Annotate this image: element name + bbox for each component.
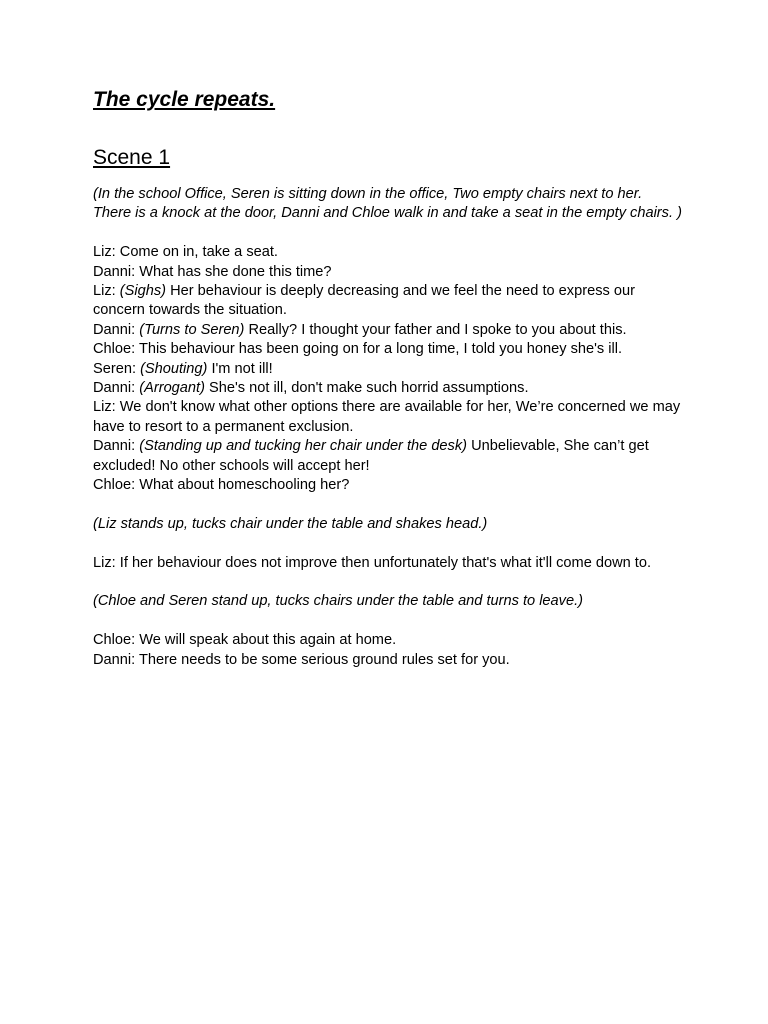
dialogue-line [93, 263, 683, 282]
dialogue-text: We will speak about this again at home. [139, 632, 397, 649]
speaker-name: Liz: [93, 399, 116, 416]
dialogue-text: Her behaviour is deeply decreasing and we feel the need to express our concern towards the situation. [93, 283, 635, 319]
dialogue-line [93, 282, 683, 321]
speaker-name: Seren: [93, 360, 136, 377]
opening-stage-direction: (In the school Office, Seren is sitting down in the office, Two empty chairs next to her. There is a knock at the door, Danni and Chloe walk in and take a seat in the empty chairs. ) [93, 186, 682, 222]
speaker-name: Liz: [93, 283, 116, 300]
dialogue-line [93, 379, 683, 398]
dialogue-line [93, 554, 683, 573]
document-body [93, 86, 683, 670]
stage-direction-2: (Liz stands up, tucks chair under the table and shakes head.) [93, 515, 488, 532]
dialogue-text: What has she done this time? [139, 263, 332, 280]
speaker-name: Chloe: [93, 341, 136, 358]
dialogue-block-3 [93, 631, 683, 670]
dialogue-text: This behaviour has been going on for a long time, I told you honey she's ill. [138, 341, 623, 358]
speaker-name: Chloe: [93, 632, 136, 649]
dialogue-text: We don't know what other options there are available for her, We’re concerned we may have to resort to a permanent exclusion. [93, 399, 681, 435]
dialogue-line [93, 398, 683, 437]
dialogue-block-1 [93, 243, 683, 495]
dialogue-text: What about homeschooling her? [139, 477, 350, 494]
dialogue-line [93, 360, 683, 379]
dialogue-line [93, 340, 683, 359]
inline-stage-direction: (Arrogant) [139, 380, 205, 397]
inline-stage-direction: (Standing up and tucking her chair under the desk) [139, 438, 468, 455]
speaker-name: Danni: [93, 263, 136, 280]
speaker-name: Chloe: [93, 477, 136, 494]
inline-stage-direction: (Shouting) [140, 360, 208, 377]
dialogue-line [93, 437, 683, 476]
speaker-name: Liz: [93, 554, 116, 571]
dialogue-block-2 [93, 554, 683, 573]
dialogue-line [93, 243, 683, 262]
dialogue-line [93, 631, 683, 650]
dialogue-text: Really? I thought your father and I spoke to you about this. [248, 321, 627, 338]
dialogue-text: Unbelievable, She can’t get excluded! No other schools will accept her! [93, 438, 649, 474]
dialogue-text: If her behaviour does not improve then unfortunately that's what it'll come down to. [119, 554, 652, 571]
scene-heading: Scene 1 [93, 146, 171, 169]
speaker-name: Liz: [93, 244, 116, 261]
dialogue-text: I'm not ill! [211, 360, 273, 377]
document-title: The cycle repeats. [93, 88, 276, 111]
dialogue-line [93, 321, 683, 340]
speaker-name: Danni: [93, 321, 136, 338]
dialogue-line [93, 651, 683, 670]
inline-stage-direction: (Sighs) [119, 283, 167, 300]
dialogue-text: There needs to be some serious ground rules set for you. [138, 651, 510, 668]
speaker-name: Danni: [93, 438, 136, 455]
dialogue-text: Come on in, take a seat. [119, 244, 278, 261]
dialogue-text: She's not ill, don't make such horrid assumptions. [209, 380, 529, 397]
speaker-name: Danni: [93, 380, 136, 397]
inline-stage-direction: (Turns to Seren) [139, 321, 245, 338]
dialogue-line [93, 476, 683, 495]
speaker-name: Danni: [93, 651, 136, 668]
stage-direction-3: (Chloe and Seren stand up, tucks chairs under the table and turns to leave.) [93, 593, 583, 610]
